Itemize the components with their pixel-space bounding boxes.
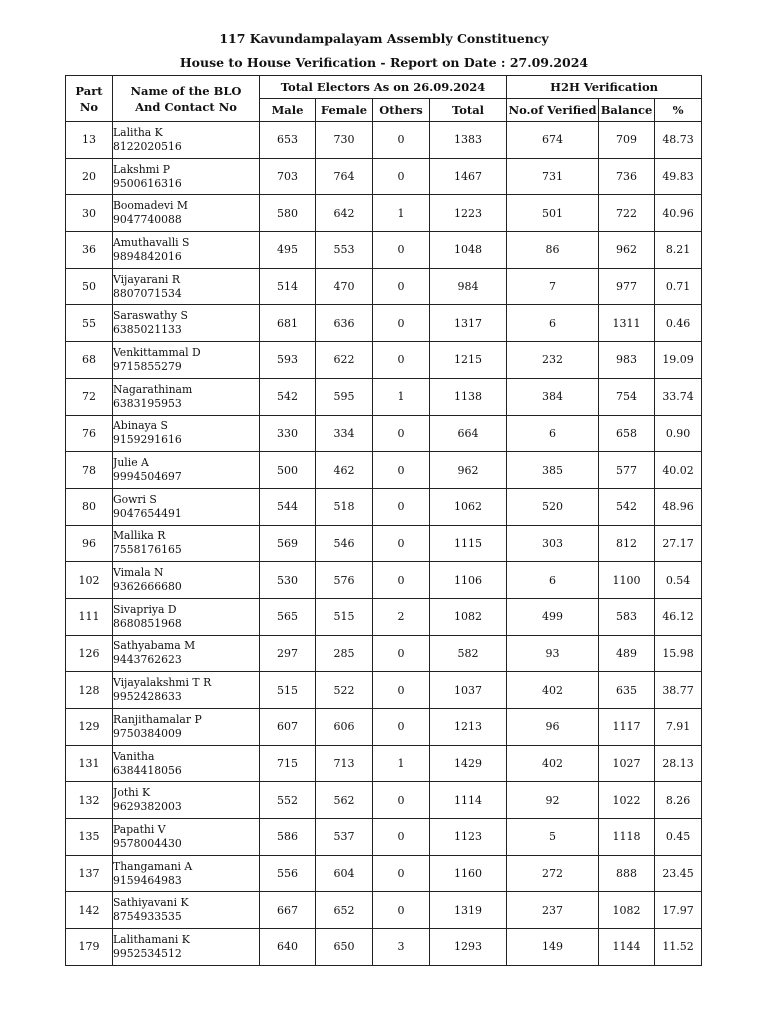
- female-cell: 522: [316, 672, 373, 709]
- blo-contact-number: 8807071534: [113, 286, 182, 300]
- percent-cell: 8.21: [655, 232, 702, 269]
- female-cell: 595: [316, 378, 373, 415]
- balance-cell: 583: [599, 598, 655, 635]
- total-cell: 1213: [430, 709, 507, 746]
- others-cell: 0: [373, 892, 430, 929]
- blo-cell: [113, 709, 260, 746]
- blo-cell: [113, 415, 260, 452]
- header-part-no: [66, 76, 113, 122]
- female-cell: 636: [316, 305, 373, 342]
- verified-cell: 272: [507, 855, 599, 892]
- total-cell: 1114: [430, 782, 507, 819]
- balance-cell: 1118: [599, 819, 655, 856]
- verified-cell: 86: [507, 232, 599, 269]
- percent-cell: 7.91: [655, 709, 702, 746]
- verified-cell: 96: [507, 709, 599, 746]
- blo-cell: [113, 232, 260, 269]
- female-cell: 713: [316, 745, 373, 782]
- female-cell: 562: [316, 782, 373, 819]
- balance-cell: 1082: [599, 892, 655, 929]
- female-cell: 462: [316, 452, 373, 489]
- header-blo-name: [113, 76, 260, 122]
- blo-cell: [113, 635, 260, 672]
- verified-cell: 93: [507, 635, 599, 672]
- verified-cell: 149: [507, 929, 599, 966]
- others-cell: 0: [373, 488, 430, 525]
- table-row: [66, 122, 702, 159]
- blo-contact-number: 9750384009: [113, 726, 182, 740]
- male-cell: 681: [260, 305, 316, 342]
- part-no-cell: 30: [66, 195, 113, 232]
- blo-contact-number: 9894842016: [113, 249, 182, 263]
- table-row: [66, 195, 702, 232]
- blo-contact-number: 7558176165: [113, 543, 182, 557]
- percent-cell: 17.97: [655, 892, 702, 929]
- percent-cell: 40.96: [655, 195, 702, 232]
- verified-cell: 499: [507, 598, 599, 635]
- verified-cell: 92: [507, 782, 599, 819]
- total-cell: 1123: [430, 819, 507, 856]
- total-cell: 1037: [430, 672, 507, 709]
- blo-contact-number: 8754933535: [113, 910, 182, 924]
- blo-cell: [113, 672, 260, 709]
- percent-cell: 11.52: [655, 929, 702, 966]
- male-cell: 515: [260, 672, 316, 709]
- male-cell: 580: [260, 195, 316, 232]
- verified-cell: 501: [507, 195, 599, 232]
- blo-cell: [113, 782, 260, 819]
- percent-cell: 0.54: [655, 562, 702, 599]
- table-row: [66, 158, 702, 195]
- male-cell: 330: [260, 415, 316, 452]
- total-cell: 1082: [430, 598, 507, 635]
- blo-contact-number: 9443762623: [113, 653, 182, 667]
- verified-cell: 674: [507, 122, 599, 159]
- female-cell: 764: [316, 158, 373, 195]
- female-cell: 518: [316, 488, 373, 525]
- table-row: [66, 452, 702, 489]
- percent-cell: 28.13: [655, 745, 702, 782]
- part-no-cell: 68: [66, 342, 113, 379]
- percent-cell: 48.96: [655, 488, 702, 525]
- table-row: [66, 819, 702, 856]
- percent-cell: 40.02: [655, 452, 702, 489]
- part-no-cell: 179: [66, 929, 113, 966]
- verified-cell: 7: [507, 268, 599, 305]
- male-cell: 667: [260, 892, 316, 929]
- part-no-cell: 126: [66, 635, 113, 672]
- percent-cell: 38.77: [655, 672, 702, 709]
- percent-cell: 27.17: [655, 525, 702, 562]
- others-cell: 0: [373, 672, 430, 709]
- male-cell: 500: [260, 452, 316, 489]
- percent-cell: 0.90: [655, 415, 702, 452]
- others-cell: 0: [373, 232, 430, 269]
- blo-cell: [113, 195, 260, 232]
- blo-cell: [113, 378, 260, 415]
- others-cell: 0: [373, 305, 430, 342]
- table-row: [66, 782, 702, 819]
- report-subtitle: House to House Verification - Report on Date : 27.09.2024: [179, 55, 589, 70]
- part-no-cell: 50: [66, 268, 113, 305]
- balance-cell: 962: [599, 232, 655, 269]
- percent-cell: 46.12: [655, 598, 702, 635]
- blo-contact-number: 9047740088: [113, 213, 182, 227]
- part-no-cell: 142: [66, 892, 113, 929]
- female-cell: 642: [316, 195, 373, 232]
- blo-name: Saraswathy S: [113, 309, 188, 323]
- header-total-electors: Total Electors As on 26.09.2024: [260, 76, 507, 99]
- total-cell: 1223: [430, 195, 507, 232]
- blo-contact-number: 6383195953: [113, 396, 182, 410]
- blo-contact-number: 9994504697: [113, 470, 182, 484]
- blo-cell: [113, 598, 260, 635]
- header-blo-name-label: Name of the BLO And Contact No: [130, 83, 242, 114]
- percent-cell: 0.71: [655, 268, 702, 305]
- part-no-cell: 132: [66, 782, 113, 819]
- blo-contact-number: 9952428633: [113, 690, 182, 704]
- balance-cell: 1117: [599, 709, 655, 746]
- blo-name: Gowri S: [113, 492, 157, 506]
- total-cell: 1319: [430, 892, 507, 929]
- percent-cell: 8.26: [655, 782, 702, 819]
- verified-cell: 232: [507, 342, 599, 379]
- blo-name: Vimala N: [113, 566, 164, 580]
- table-row: [66, 268, 702, 305]
- part-no-cell: 111: [66, 598, 113, 635]
- part-no-cell: 102: [66, 562, 113, 599]
- balance-cell: 977: [599, 268, 655, 305]
- verified-cell: 6: [507, 305, 599, 342]
- blo-name: Lakshmi P: [113, 162, 171, 176]
- balance-cell: 722: [599, 195, 655, 232]
- total-cell: 1062: [430, 488, 507, 525]
- table-row: [66, 342, 702, 379]
- others-cell: 0: [373, 782, 430, 819]
- blo-name: Boomadevi M: [113, 199, 188, 213]
- female-cell: 515: [316, 598, 373, 635]
- others-cell: 2: [373, 598, 430, 635]
- percent-cell: 15.98: [655, 635, 702, 672]
- header-percent: %: [655, 99, 702, 122]
- header-h2h-verification: H2H Verification: [507, 76, 702, 99]
- balance-cell: 542: [599, 488, 655, 525]
- blo-contact-number: 9047654491: [113, 506, 182, 520]
- percent-cell: 19.09: [655, 342, 702, 379]
- part-no-cell: 131: [66, 745, 113, 782]
- others-cell: 0: [373, 635, 430, 672]
- total-cell: 1383: [430, 122, 507, 159]
- male-cell: 544: [260, 488, 316, 525]
- blo-name: Sathiyavani K: [113, 896, 189, 910]
- balance-cell: 1100: [599, 562, 655, 599]
- blo-cell: [113, 525, 260, 562]
- blo-cell: [113, 122, 260, 159]
- blo-contact-number: 9629382003: [113, 800, 182, 814]
- male-cell: 565: [260, 598, 316, 635]
- others-cell: 1: [373, 378, 430, 415]
- balance-cell: 736: [599, 158, 655, 195]
- blo-contact-number: 8680851968: [113, 616, 182, 630]
- part-no-cell: 20: [66, 158, 113, 195]
- blo-contact-number: 9715855279: [113, 359, 182, 373]
- verified-cell: 385: [507, 452, 599, 489]
- female-cell: 553: [316, 232, 373, 269]
- balance-cell: 658: [599, 415, 655, 452]
- others-cell: 0: [373, 562, 430, 599]
- balance-cell: 1027: [599, 745, 655, 782]
- male-cell: 297: [260, 635, 316, 672]
- male-cell: 593: [260, 342, 316, 379]
- male-cell: 530: [260, 562, 316, 599]
- blo-contact-number: 9159464983: [113, 873, 182, 887]
- balance-cell: 635: [599, 672, 655, 709]
- female-cell: 730: [316, 122, 373, 159]
- male-cell: 607: [260, 709, 316, 746]
- male-cell: 542: [260, 378, 316, 415]
- table-row: [66, 635, 702, 672]
- verified-cell: 402: [507, 745, 599, 782]
- verified-cell: 520: [507, 488, 599, 525]
- female-cell: 652: [316, 892, 373, 929]
- others-cell: 0: [373, 342, 430, 379]
- table-row: [66, 488, 702, 525]
- header-verified: No.of Verified: [507, 99, 599, 122]
- blo-name: Ranjithamalar P: [113, 712, 202, 726]
- balance-cell: 709: [599, 122, 655, 159]
- balance-cell: 1311: [599, 305, 655, 342]
- male-cell: 552: [260, 782, 316, 819]
- others-cell: 0: [373, 819, 430, 856]
- blo-name: Julie A: [113, 456, 149, 470]
- others-cell: 0: [373, 709, 430, 746]
- male-cell: 556: [260, 855, 316, 892]
- part-no-cell: 129: [66, 709, 113, 746]
- header-male: Male: [260, 99, 316, 122]
- verified-cell: 303: [507, 525, 599, 562]
- blo-contact-number: 9952534512: [113, 946, 182, 960]
- blo-name: Venkittammal D: [113, 345, 201, 359]
- verification-table: [65, 75, 702, 966]
- blo-cell: [113, 158, 260, 195]
- part-no-cell: 13: [66, 122, 113, 159]
- blo-name: Jothi K: [113, 786, 151, 800]
- percent-cell: 48.73: [655, 122, 702, 159]
- table-header: [66, 76, 702, 122]
- table-body: [66, 122, 702, 966]
- female-cell: 604: [316, 855, 373, 892]
- blo-name: Sathyabama M: [113, 639, 196, 653]
- male-cell: 514: [260, 268, 316, 305]
- balance-cell: 1144: [599, 929, 655, 966]
- female-cell: 576: [316, 562, 373, 599]
- verified-cell: 731: [507, 158, 599, 195]
- part-no-cell: 78: [66, 452, 113, 489]
- female-cell: 470: [316, 268, 373, 305]
- table-row: [66, 709, 702, 746]
- verified-cell: 6: [507, 562, 599, 599]
- balance-cell: 1022: [599, 782, 655, 819]
- verified-cell: 384: [507, 378, 599, 415]
- part-no-cell: 135: [66, 819, 113, 856]
- header-female: Female: [316, 99, 373, 122]
- blo-contact-number: 6385021133: [113, 323, 182, 337]
- total-cell: 984: [430, 268, 507, 305]
- part-no-cell: 72: [66, 378, 113, 415]
- others-cell: 0: [373, 268, 430, 305]
- blo-name: Vijayarani R: [113, 272, 180, 286]
- percent-cell: 33.74: [655, 378, 702, 415]
- total-cell: 1467: [430, 158, 507, 195]
- report-title: 117 Kavundampalayam Assembly Constituency: [219, 31, 549, 46]
- total-cell: 1106: [430, 562, 507, 599]
- verified-cell: 237: [507, 892, 599, 929]
- blo-cell: [113, 488, 260, 525]
- table-row: [66, 892, 702, 929]
- male-cell: 569: [260, 525, 316, 562]
- female-cell: 546: [316, 525, 373, 562]
- blo-name: Abinaya S: [113, 419, 168, 433]
- male-cell: 703: [260, 158, 316, 195]
- balance-cell: 577: [599, 452, 655, 489]
- table-row: [66, 672, 702, 709]
- female-cell: 285: [316, 635, 373, 672]
- total-cell: 1115: [430, 525, 507, 562]
- blo-contact-number: 6384418056: [113, 763, 182, 777]
- others-cell: 0: [373, 452, 430, 489]
- balance-cell: 812: [599, 525, 655, 562]
- blo-cell: [113, 562, 260, 599]
- blo-cell: [113, 929, 260, 966]
- table-row: [66, 562, 702, 599]
- table-row: [66, 929, 702, 966]
- blo-name: Lalithamani K: [113, 932, 190, 946]
- blo-cell: [113, 268, 260, 305]
- table-row: [66, 305, 702, 342]
- table-row: [66, 232, 702, 269]
- blo-contact-number: 8122020516: [113, 139, 182, 153]
- others-cell: 1: [373, 745, 430, 782]
- blo-cell: [113, 855, 260, 892]
- table-row: [66, 598, 702, 635]
- blo-cell: [113, 305, 260, 342]
- blo-name: Thangamani A: [113, 859, 193, 873]
- percent-cell: 0.45: [655, 819, 702, 856]
- balance-cell: 888: [599, 855, 655, 892]
- total-cell: 962: [430, 452, 507, 489]
- balance-cell: 489: [599, 635, 655, 672]
- total-cell: 1317: [430, 305, 507, 342]
- female-cell: 606: [316, 709, 373, 746]
- blo-name: Vanitha: [113, 749, 155, 763]
- balance-cell: 983: [599, 342, 655, 379]
- total-cell: 664: [430, 415, 507, 452]
- verified-cell: 5: [507, 819, 599, 856]
- percent-cell: 23.45: [655, 855, 702, 892]
- female-cell: 650: [316, 929, 373, 966]
- table-row: [66, 855, 702, 892]
- blo-name: Nagarathinam: [113, 382, 193, 396]
- blo-contact-number: 9159291616: [113, 433, 182, 447]
- female-cell: 537: [316, 819, 373, 856]
- total-cell: 1048: [430, 232, 507, 269]
- female-cell: 334: [316, 415, 373, 452]
- male-cell: 495: [260, 232, 316, 269]
- table-row: [66, 745, 702, 782]
- blo-contact-number: 9362666680: [113, 580, 182, 594]
- male-cell: 653: [260, 122, 316, 159]
- part-no-cell: 76: [66, 415, 113, 452]
- verified-cell: 402: [507, 672, 599, 709]
- total-cell: 582: [430, 635, 507, 672]
- others-cell: 0: [373, 525, 430, 562]
- blo-cell: [113, 342, 260, 379]
- header-part-no-label: Part No: [75, 83, 103, 114]
- others-cell: 0: [373, 158, 430, 195]
- total-cell: 1138: [430, 378, 507, 415]
- blo-cell: [113, 892, 260, 929]
- blo-contact-number: 9578004430: [113, 836, 182, 850]
- table-row: [66, 525, 702, 562]
- blo-name: Amuthavalli S: [113, 235, 190, 249]
- part-no-cell: 55: [66, 305, 113, 342]
- percent-cell: 49.83: [655, 158, 702, 195]
- table-row: [66, 415, 702, 452]
- total-cell: 1429: [430, 745, 507, 782]
- header-total: Total: [430, 99, 507, 122]
- blo-name: Mallika R: [113, 529, 166, 543]
- blo-contact-number: 9500616316: [113, 176, 182, 190]
- others-cell: 3: [373, 929, 430, 966]
- male-cell: 715: [260, 745, 316, 782]
- verified-cell: 6: [507, 415, 599, 452]
- header-others: Others: [373, 99, 430, 122]
- others-cell: 0: [373, 855, 430, 892]
- part-no-cell: 96: [66, 525, 113, 562]
- part-no-cell: 137: [66, 855, 113, 892]
- male-cell: 586: [260, 819, 316, 856]
- header-balance: Balance: [599, 99, 655, 122]
- others-cell: 1: [373, 195, 430, 232]
- male-cell: 640: [260, 929, 316, 966]
- female-cell: 622: [316, 342, 373, 379]
- others-cell: 0: [373, 122, 430, 159]
- part-no-cell: 128: [66, 672, 113, 709]
- percent-cell: 0.46: [655, 305, 702, 342]
- part-no-cell: 36: [66, 232, 113, 269]
- blo-cell: [113, 452, 260, 489]
- table-row: [66, 378, 702, 415]
- blo-cell: [113, 745, 260, 782]
- total-cell: 1160: [430, 855, 507, 892]
- blo-name: Papathi V: [113, 822, 166, 836]
- blo-name: Sivapriya D: [113, 602, 177, 616]
- blo-name: Vijayalakshmi T R: [113, 676, 212, 690]
- blo-name: Lalitha K: [113, 125, 163, 139]
- total-cell: 1215: [430, 342, 507, 379]
- others-cell: 0: [373, 415, 430, 452]
- part-no-cell: 80: [66, 488, 113, 525]
- total-cell: 1293: [430, 929, 507, 966]
- blo-cell: [113, 819, 260, 856]
- balance-cell: 754: [599, 378, 655, 415]
